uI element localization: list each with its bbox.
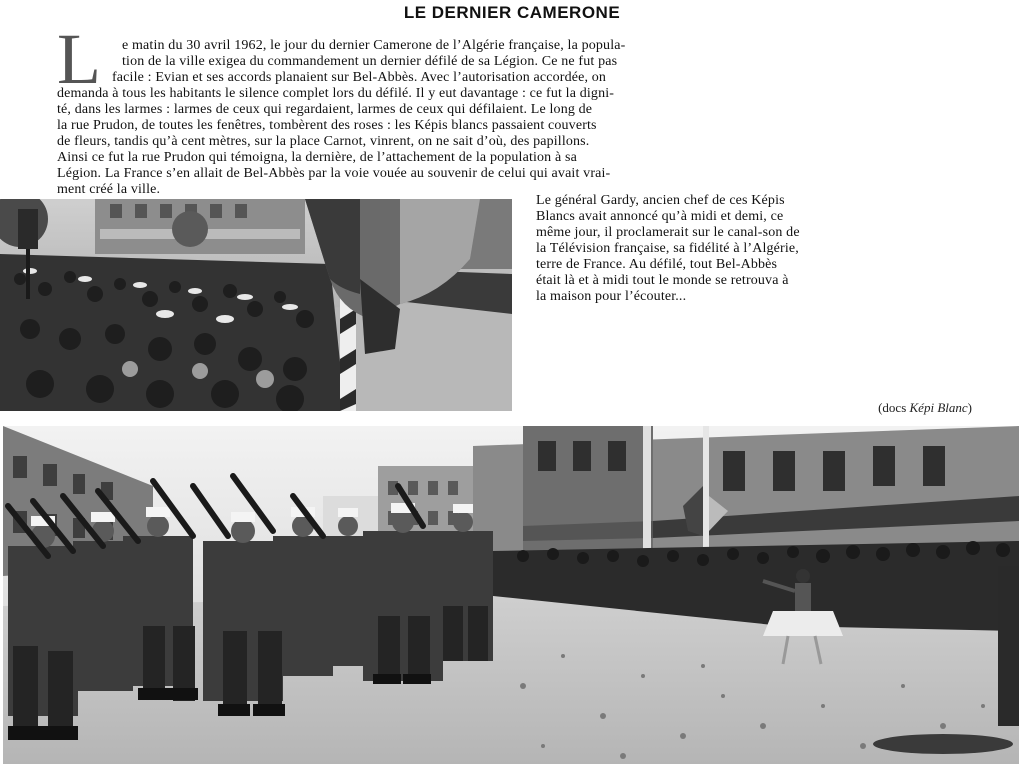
right-line-4: la Télévision française, sa fidélité à l’Algérie, xyxy=(536,241,799,256)
intro-line-2: tion de la ville exigea du commandement un dernier défilé de sa Légion. Ce ne fut pas xyxy=(122,54,618,69)
intro-line-5: té, dans les larmes : larmes de ceux qui regardaient, larmes de ceux qui défilaient. Le long de xyxy=(57,102,593,117)
crowd-flag-photo xyxy=(0,199,512,411)
intro-line-4: demanda à tous les habitants le silence complet lors du défilé. Il y eut davantage : ce fut la digni- xyxy=(57,86,615,101)
legion-parade-photo xyxy=(3,426,1019,764)
right-line-3: même jour, il proclamerait sur le canal-son de xyxy=(536,225,800,240)
intro-line-3: facile : Evian et ses accords planaient sur Bel-Abbès. Avec l’autorisation accordée, on xyxy=(112,70,607,85)
drop-cap: L xyxy=(57,19,101,99)
intro-line-6: la rue Prudon, de toutes les fenêtres, tombèrent des roses : les Képis blancs passaient couverts xyxy=(57,118,597,133)
intro-line-9: Légion. La France s’en allait de Bel-Abbès par la voie vouée au souvenir de celui qui avait vrai- xyxy=(57,166,611,181)
legion-parade-illustration xyxy=(3,426,1019,764)
right-line-6: était là et à midi tout le monde se retrouva à xyxy=(536,273,789,288)
right-line-1: Le général Gardy, ancien chef de ces Képis xyxy=(536,193,785,208)
right-line-7: la maison pour l’écouter... xyxy=(536,289,687,304)
photo-credit xyxy=(800,400,972,416)
right-line-2: Blancs avait annoncé qu’à midi et demi, ce xyxy=(536,209,784,224)
article-title: LE DERNIER CAMERONE xyxy=(403,3,621,22)
intro-line-1: e matin du 30 avril 1962, le jour du dernier Camerone de l’Algérie française, la popula- xyxy=(122,38,626,53)
photo-credit-prefix: (docs xyxy=(878,400,910,415)
photo-credit-suffix: ) xyxy=(967,400,972,415)
photo-credit-source: Képi Blanc xyxy=(909,400,968,415)
right-line-5: terre de France. Au défilé, tout Bel-Abbès xyxy=(536,257,778,272)
intro-line-8: Ainsi ce fut la rue Prudon qui témoigna, la dernière, de l’attachement de la population à sa xyxy=(57,150,577,165)
crowd-flag-illustration xyxy=(0,199,512,411)
intro-line-7: de fleurs, tandis qu’à cent mètres, sur la place Carnot, vinrent, on ne sait d’où, des papillons. xyxy=(57,134,590,149)
intro-line-10: ment créé la ville. xyxy=(57,182,161,197)
